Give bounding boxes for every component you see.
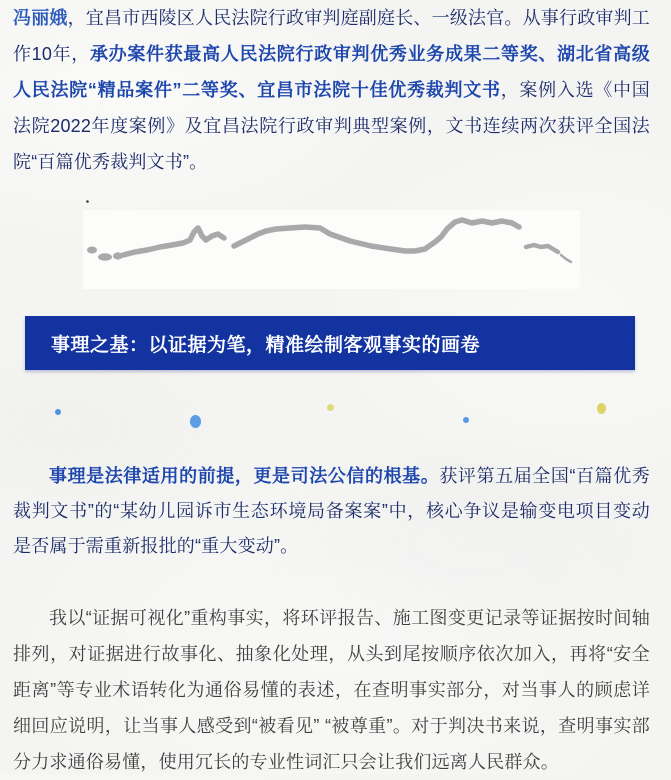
dot-blue-small-1 [55, 409, 61, 415]
text-segment-award: 承办案件获最高人民法院行政审判优秀业务成果二等奖、湖北省高级人民法院“精品案件”二等奖、宜昌市法院十佳优秀裁判文书 [13, 44, 650, 100]
text-segment-lead: 事理是法律适用的前提，更是司法公信的根基。 [49, 466, 440, 486]
dot-blue-large [190, 415, 201, 428]
text-segment-name: 冯丽娥 [13, 8, 68, 28]
fact-paragraph [13, 459, 650, 564]
intro-paragraph [13, 0, 650, 180]
ink-squiggle-icon [80, 195, 600, 295]
dot-blue-small-2 [463, 417, 469, 423]
text-segment-normal: ，案例入选《中国法院2022年度案例》及宜昌法院行政审判典型案例，文书连续两次获评全国法院“百篇优秀裁判文书”。 [13, 80, 650, 172]
section-banner-title: 事理之基：以证据为笔，精准绘制客观事实的画卷 [51, 334, 481, 356]
dot-yellow-small [327, 404, 334, 411]
text-segment-plain: 获评第五届全国“百篇优秀裁判文书”的“某幼儿园诉市生态环境局备案案”中，核心争议是输变电项目变动是否属于需重新报批的“重大变动”。 [13, 466, 650, 556]
dot-yellow-large [597, 403, 606, 414]
text-segment-normal: ，宜昌市西陵区人民法院行政审判庭副庭长、一级法官。从事行政审判工作10年， [13, 8, 651, 64]
section-banner [25, 316, 635, 370]
method-paragraph: 我以“证据可视化”重构事实，将环评报告、施工图变更记录等证据按时间轴排列，对证据进行故事化、抽象化处理，从头到尾按顺序依次加入，再将“安全距离”等专业术语转化为通俗易懂的表述，在查明事实部分，对当事人的顾虑详细回应说明，让当事人感受到“被看见” “被尊重”。对于判决书来说，查明事实部分力求通俗易懂，使用冗长的专业性词汇只会让我们远离人民群众。 [13, 608, 650, 772]
